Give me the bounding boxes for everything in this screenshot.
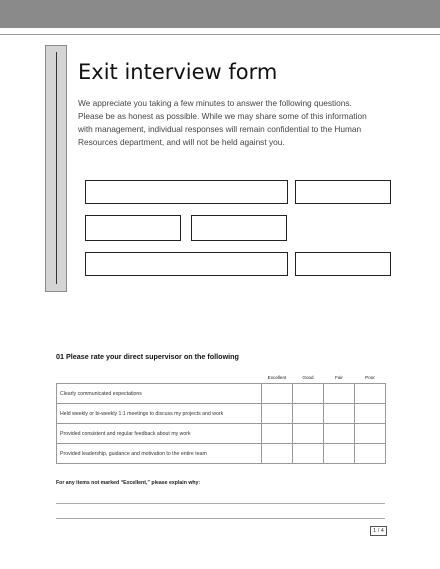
rating-header-fair: Fair: [335, 374, 343, 380]
rating-header-poor: Poor: [365, 374, 375, 380]
input-box-1[interactable]: [85, 180, 288, 204]
question-heading: 01 Please rate your direct supervisor on the following: [56, 352, 239, 361]
table-row: [57, 444, 386, 464]
row-label: Clearly communicated expectations: [57, 384, 262, 404]
table-row: [57, 424, 386, 444]
rating-cell-excellent[interactable]: [262, 404, 293, 424]
row-label: Provided leadership, guidance and motivation to the entire team: [57, 444, 262, 464]
input-box-6[interactable]: [295, 252, 391, 276]
rating-cell-excellent[interactable]: [262, 424, 293, 444]
rating-cell-poor[interactable]: [355, 384, 386, 404]
row-label: Held weekly or bi-weekly 1:1 meetings to discuss my projects and work: [57, 404, 262, 424]
page-number: 1 / 4: [370, 526, 387, 536]
rating-cell-good[interactable]: [293, 444, 324, 464]
rating-cell-fair[interactable]: [324, 424, 355, 444]
table-row: [57, 404, 386, 424]
rating-cell-fair[interactable]: [324, 384, 355, 404]
side-bar-line: [56, 52, 57, 284]
rating-cell-poor[interactable]: [355, 404, 386, 424]
rating-header-blank: [57, 371, 262, 384]
top-bar: [0, 0, 440, 28]
side-bar: [45, 45, 67, 292]
table-row: [57, 384, 386, 404]
rating-cell-excellent[interactable]: [262, 384, 293, 404]
input-box-2[interactable]: [295, 180, 391, 204]
input-box-3[interactable]: [85, 215, 181, 241]
explain-line-1[interactable]: [56, 503, 385, 504]
rating-header-good: Good: [302, 374, 314, 380]
rating-cell-good[interactable]: [293, 424, 324, 444]
rating-cell-fair[interactable]: [324, 444, 355, 464]
top-divider: [0, 34, 440, 35]
input-box-5[interactable]: [85, 252, 288, 276]
rating-cell-good[interactable]: [293, 384, 324, 404]
form-intro: We appreciate you taking a few minutes to answer the following questions. Please be as honest as possible. While we may share some of this information with management, individual responses will remain confidential to the Human Resources department, and will not be held against you.: [78, 98, 367, 147]
rating-cell-fair[interactable]: [324, 404, 355, 424]
rating-header-row: [57, 371, 386, 384]
explain-label: For any items not marked “Excellent,” please explain why:: [56, 480, 201, 486]
rating-header-excellent: Excellent: [267, 374, 287, 380]
form-title: Exit interview form: [78, 60, 278, 84]
rating-table: [56, 371, 386, 464]
row-label: Provided consistent and regular feedback about my work: [57, 424, 262, 444]
explain-line-2[interactable]: [56, 518, 385, 519]
rating-cell-poor[interactable]: [355, 424, 386, 444]
rating-cell-good[interactable]: [293, 404, 324, 424]
rating-cell-poor[interactable]: [355, 444, 386, 464]
input-box-4[interactable]: [191, 215, 287, 241]
rating-cell-excellent[interactable]: [262, 444, 293, 464]
